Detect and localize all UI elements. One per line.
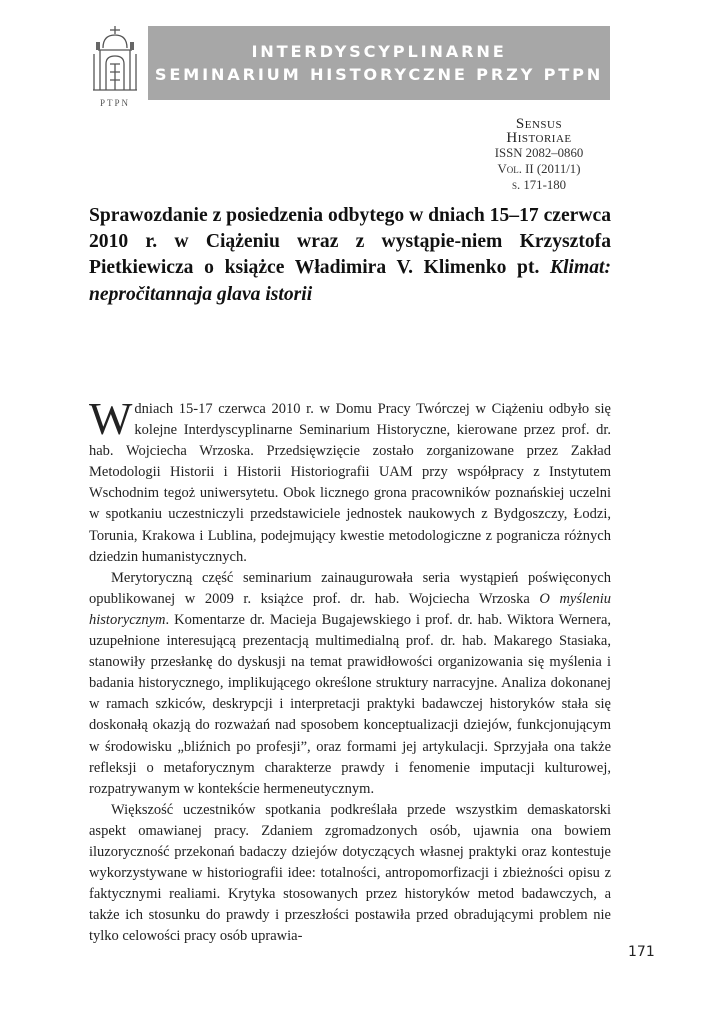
paragraph-1 <box>89 393 611 568</box>
article-body <box>89 393 611 947</box>
title-book-italic: Klimat: nepročitannaja glava istorii <box>89 257 611 305</box>
building-emblem-icon <box>88 24 142 96</box>
page-range: s. 171-180 <box>511 178 567 192</box>
issn: ISSN 2082–0860 <box>494 146 584 160</box>
drop-cap: W <box>89 393 133 444</box>
paragraph-1-text: dniach 15-17 czerwca 2010 r. w Domu Pracy Twórczej w Ciążeniu odbyło się kolejne Interdyscyplinarne Seminarium Historyczne, kierowane przez prof. dr. hab. Wojciecha Wrzoska. Przedsięwzięcie zostało zorganizowane przez Zakład Metodologii Historii i Historii Historiografii UAM przy współpracy z Instytutem Wschodnim tegoż uniwersytetu. Obok licznego grona pracowników poznańskiej uczelni w spotkaniu uczestniczyli przedstawiciele jednostek naukowych z Bydgoszczy, Łodzi, Torunia, Krakowa i Lublina, podejmujący kwestie metodologiczne z pogranicza różnych dziedzin humanistycznych. <box>89 401 611 565</box>
ptpn-logo <box>88 24 142 106</box>
journal-name-line-2: Historiae <box>506 130 572 146</box>
paragraph-2 <box>89 568 611 800</box>
page-number: 171 <box>628 944 655 960</box>
journal-metadata <box>469 117 609 193</box>
paragraph-3: Większość uczestników spotkania podkreślała przede wszystkim demaskatorski aspekt omawianej pracy. Zdaniem zgromadzonych osób, ujawnia ona bowiem iluzoryczność przekonań badaczy dziejów dotyczących własnej praktyki oraz kontestuje wykorzystywane w historiografii idee: totalności, antropomorfizacji i zbieżności opisu z faktycznymi realiami. Krytyka stosowanych przez historyków metod badawczych, a także ich stosunku do prawdy i przeszłości postawiła przed obradującymi problem nie tylko celowości pracy osób uprawia- <box>89 801 611 945</box>
paragraph-2-text-b: . Komentarze dr. Macieja Bugajewskiego i prof. dr. hab. Wiktora Wernera, uzupełnione interesującą prezentacją multimedialną prof. dr. hab. Makarego Stasiaka, stanowiły przesłankę do dyskusji na temat prawidłowości organizowania się myślenia i badania historycznego, implikującego określone struktury narracyjne. Analiza dokonanej w ramach szkiców, deskrypcji i interpretacji praktyki badawczej historyków stała się doskonałą okazją do rozważań nad sposobem konceptualizacji dziejów, funkcjonującym w środowisku „bliźnich po profesji”, oraz formami jej artykulacji. Sprzyjała ona także refleksji o metaforycznym charakterze prawdy i fenomenie imputacji kulturowej, rozpatrywanym w kontekście hermeneutycznym. <box>89 611 611 797</box>
logo-caption: PTPN <box>99 98 130 108</box>
journal-name-line-1: Sensus <box>515 116 563 132</box>
paragraph-2-text-a: Merytoryczną część seminarium zainaugurowała seria wystąpień poświęconych opublikowanej w 2009 r. książce prof. dr. hab. Wojciecha Wrzoska <box>89 569 611 607</box>
seminar-banner <box>148 26 610 100</box>
book-title-italic: O myśleniu historycznym <box>89 590 611 628</box>
volume: Vol. II (2011/1) <box>497 162 581 176</box>
banner-line-2: SEMINARIUM HISTORYCZNE PRZY PTPN <box>154 65 604 84</box>
article-title <box>89 203 611 308</box>
banner-line-1: INTERDYSCYPLINARNE <box>251 42 507 61</box>
title-main: Sprawozdanie z posiedzenia odbytego w dniach 15–17 czerwca 2010 r. w Ciążeniu wraz z wystąpie-niem Krzysztofa Pietkiewicza o książce Władimira V. Klimenko pt. <box>89 205 611 279</box>
